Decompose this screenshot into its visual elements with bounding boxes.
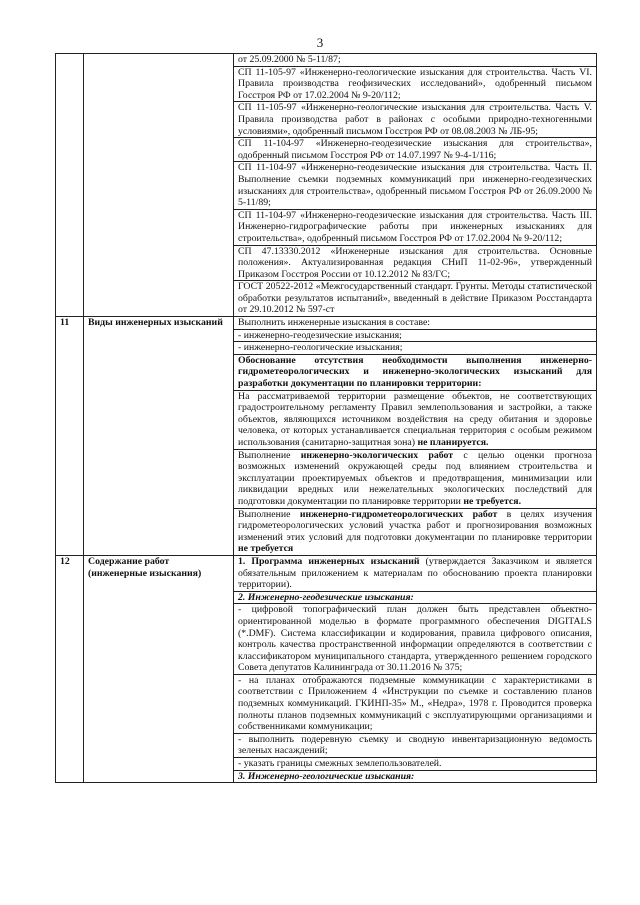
row-number-cell: 11	[56, 317, 84, 556]
survey-item-geodetic: - инженерно-геодезические изыскания;	[234, 330, 596, 343]
table-row-continued	[56, 54, 597, 317]
justification-heading: Обоснование отсутствия необходимости выполнения инженерно-гидрометеорологических и инженерно-экологических изысканий для разработки документации по планировки территории:	[234, 355, 596, 391]
page-number: 3	[316, 35, 324, 50]
norm-line: СП 11-104-97 «Инженерно-геодезические изыскания для строительства. Часть II. Выполнение съемки подземных коммуникаций при инженерно-геодезических изысканиях для строительства», одобренный письмом Госстроя РФ от 26.09.2000 № 5-11/89;	[234, 162, 596, 209]
row-number-cell	[56, 54, 84, 317]
norm-line: СП 11-105-97 «Инженерно-геологические изыскания для строительства. Часть VI. Правила производства геофизических исследований», одобренный письмом Госстроя РФ от 17.02.2004 № 9-20/112;	[234, 67, 596, 103]
norm-line: СП 11-104-97 «Инженерно-геодезические изыскания для строительства», одобренный письмом Госстроя РФ от 14.07.1997 № 9-4-1/116;	[234, 138, 596, 162]
hydromet-paragraph: Выполнение инженерно-гидрометеорологических работ в целях изучения гидрометеорологических условий участка работ и прогнозирования возможных изменений этих условий для подготовки документации по планировке территории не требуется	[238, 508, 592, 555]
survey-item-geological: - инженерно-геологические изыскания;	[234, 342, 596, 355]
geodetic-item: - цифровой топографический план должен быть представлен объектно-ориентированной моделью в формате программного обеспечения DIGITALS (*.DMF). Система классификации и кодирования, правила цифрового описания, контроль качества пространственной информации определяются в соответствии с классификатором муниципального стандарта, утвержденного решением городского Совета депутатов Калининграда от 30.11.2016 № 375;	[234, 604, 596, 675]
specification-table	[55, 53, 597, 783]
norm-line: ГОСТ 20522-2012 «Межгосударственный стандарт. Грунты. Методы статистической обработки результатов испытаний», введенный в действие Приказом Росстандарта от 29.10.2012 № 597-ст	[238, 281, 592, 316]
norm-line: СП 11-104-97 «Инженерно-геодезические изыскания для строительства. Часть III. Инженерно-гидрографические работы при инженерных изысканиях для строительства», одобренный письмом Госстроя РФ от 17.02.2004 № 9-20/112;	[234, 210, 596, 246]
table-row-11	[56, 317, 597, 556]
program-paragraph: 1. Программа инженерных изысканий (утверждается Заказчиком и является обязательным приложением к материалам по обоснованию проекта планировки территории).	[234, 556, 596, 592]
geodetic-item: - на планах отображаются подземные коммуникации с характеристиками в соответствии с Приложением 4 «Инструкции по съемке и составлению планов подземных коммуникаций. ГКИНП-35» М., «Недра», 1978 г. Проводится проверка полноты планов подземных коммуникаций с эксплуатирующими организациями и собственниками коммуникации;	[234, 675, 596, 734]
norm-line: СП 11-105-97 «Инженерно-геологические изыскания для строительства. Часть V. Правила производства работ в районах с особыми природно-техногенными условиями», одобренный письмом Госстроя РФ от 08.08.2003 № ЛБ-95;	[234, 102, 596, 138]
norm-line: СП 47.13330.2012 «Инженерные изыскания для строительства. Основные положения». Актуализированная редакция СНиП 11-02-96», утвержденный Приказом Госстроя России от 10.12.2012 № 83/ГС;	[234, 246, 596, 282]
geodetic-heading: 2. Инженерно-геодезические изыскания:	[234, 592, 596, 605]
norm-line: от 25.09.2000 № 5-11/87;	[234, 54, 596, 67]
geodetic-item: - указать границы смежных землепользователей.	[234, 758, 596, 771]
row-content-cell	[234, 555, 597, 782]
row-title-cell: Содержание работ (инженерные изыскания)	[84, 555, 234, 782]
row-title-cell	[84, 54, 234, 317]
placement-paragraph: На рассматриваемой территории размещение объектов, не соответствующих градостроительному регламенту Правил землепользования и застройки, а также объектов, являющихся источником воздействия на среду обитания и здоровье человека, от которых устанавливается специальная территория с особым режимом использования (санитарно-защитная зона) не планируется.	[234, 391, 596, 450]
table-row-12	[56, 555, 597, 782]
survey-intro: Выполнить инженерные изыскания в составе:	[234, 317, 596, 330]
ecology-paragraph: Выполнение инженерно-экологических работ с целью оценки прогноза возможных изменений окружающей среды под влиянием строительства и эксплуатации проектируемых объектов и предотвращения, минимизации или ликвидации вредных или нежелательных экологических последствий для подготовки документации по планировке территории не требуется.	[234, 450, 596, 509]
row-title-cell: Виды инженерных изысканий	[84, 317, 234, 556]
geological-heading: 3. Инженерно-геологические изыскания:	[238, 770, 415, 782]
row-number-cell: 12	[56, 555, 84, 782]
row-content-cell	[234, 317, 597, 556]
row-content-cell	[234, 54, 597, 317]
geodetic-item: - выполнить подеревную съемку и сводную инвентаризационную ведомость зеленых насаждений;	[234, 734, 596, 758]
